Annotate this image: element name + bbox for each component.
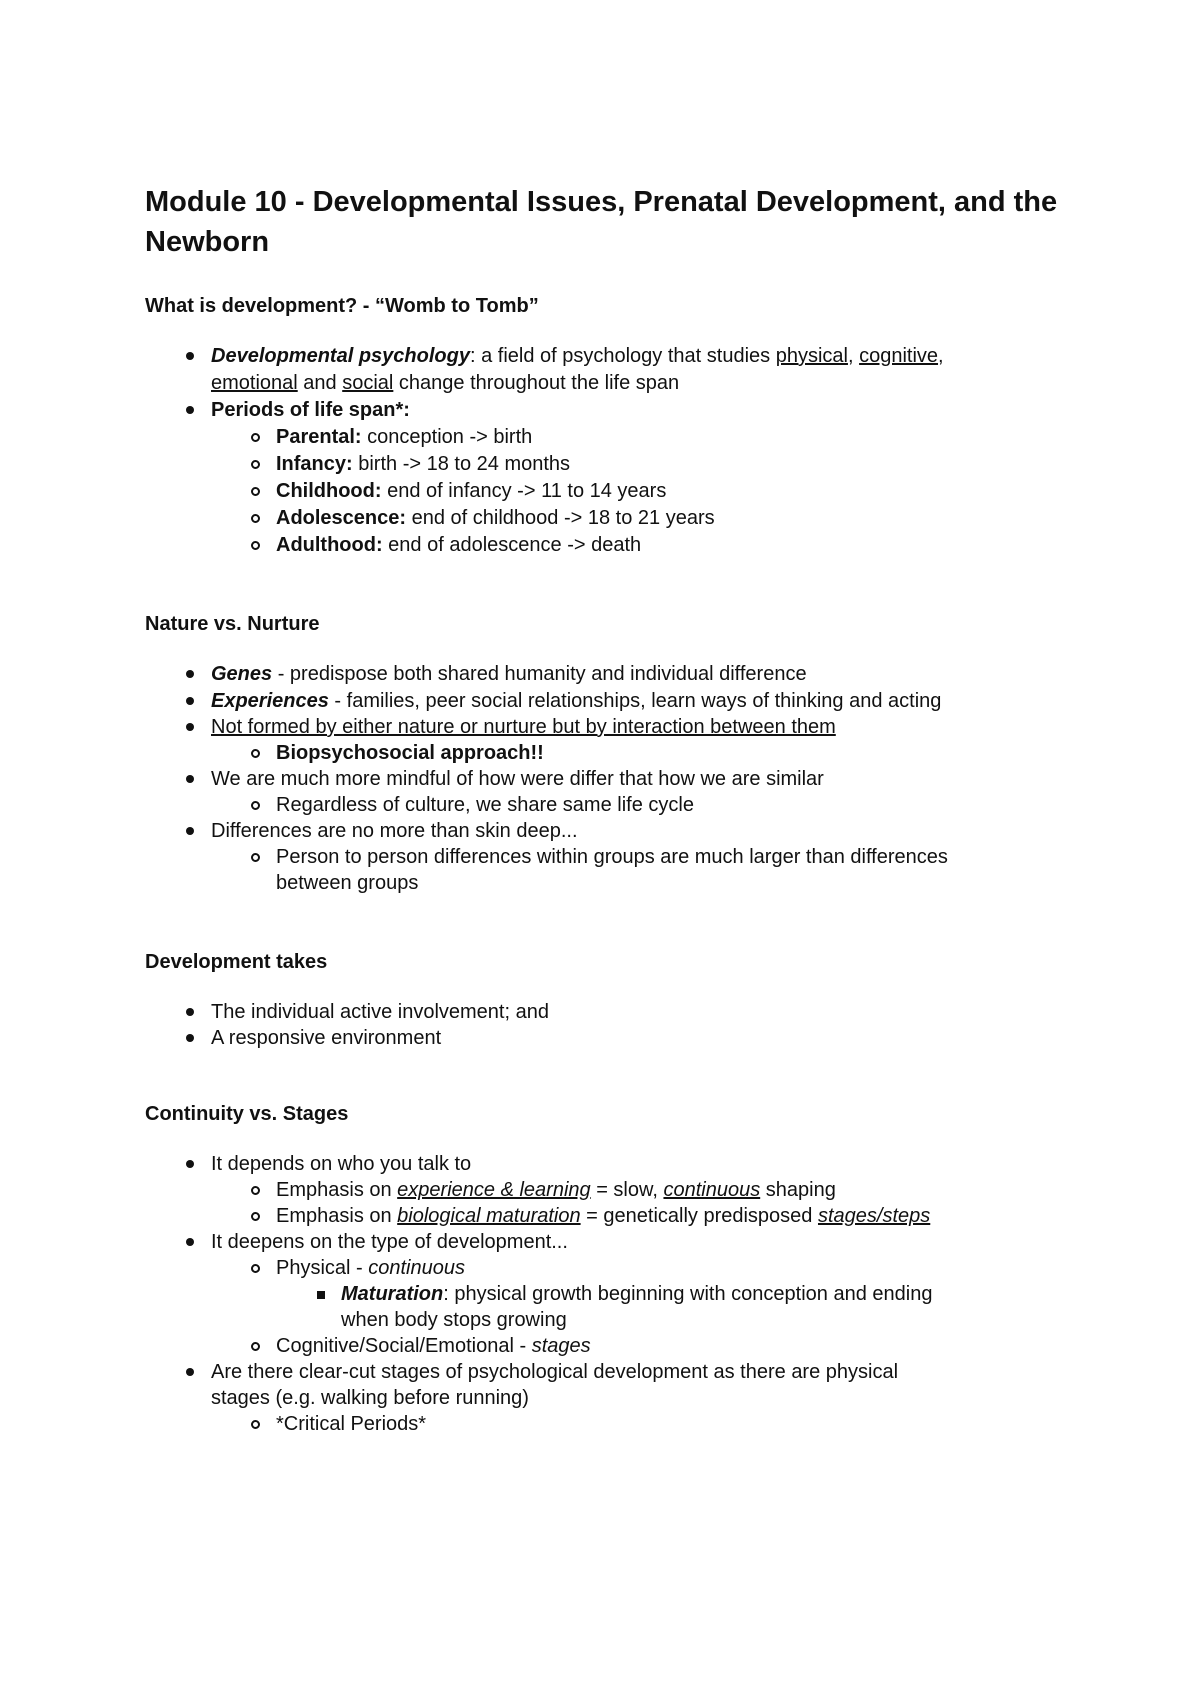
hollow-bullet-icon [251,1342,260,1351]
period-item: Parental: conception -> birth [276,426,533,448]
hollow-bullet-icon [251,1186,260,1195]
bullet-icon [186,775,194,783]
list-item-clear-cut-cont: stages (e.g. walking before running) [211,1387,529,1409]
hollow-bullet-icon [251,1420,260,1429]
list-item-within-groups: Person to person differences within groups are much larger than differences [276,846,948,868]
bullet-icon [186,670,194,678]
bullet-icon [186,1034,194,1042]
list-item-emphasis-biological: Emphasis on biological maturation = genetically predisposed stages/steps [276,1205,931,1227]
hollow-bullet-icon [251,514,260,523]
section-heading-nature-nurture: Nature vs. Nurture [145,613,320,635]
period-item: Adolescence: end of childhood -> 18 to 21 years [276,507,715,529]
list-item-mindful: We are much more mindful of how were differ that how we are similar [211,768,824,790]
bullet-icon [186,697,194,705]
bullet-icon [186,827,194,835]
list-item-periods: Periods of life span*: [211,399,410,421]
list-item-maturation: Maturation: physical growth beginning with conception and ending [341,1283,933,1305]
list-item-genes: Genes - predispose both shared humanity and individual difference [211,663,807,685]
list-item-biopsychosocial: Biopsychosocial approach!! [276,742,544,764]
list-item-emphasis-experience: Emphasis on experience & learning = slow, continuous shaping [276,1179,836,1201]
list-item-type: It deepens on the type of development... [211,1231,568,1253]
list-item-skin-deep: Differences are no more than skin deep... [211,820,578,842]
period-item: Adulthood: end of adolescence -> death [276,534,642,556]
bullet-icon [186,352,194,360]
list-item-developmental-psychology: Developmental psychology: a field of psychology that studies physical, cognitive, [211,345,944,367]
bullet-icon [186,1368,194,1376]
page-title: Module 10 - Developmental Issues, Prenatal Development, and the Newborn [145,186,1058,258]
bullet-icon [186,723,194,731]
section-heading-development: What is development? - “Womb to Tomb” [145,295,539,317]
list-item: A responsive environment [211,1027,442,1049]
list-item: The individual active involvement; and [211,1001,549,1023]
hollow-bullet-icon [251,853,260,862]
hollow-bullet-icon [251,1212,260,1221]
list-item-depends: It depends on who you talk to [211,1153,472,1175]
hollow-bullet-icon [251,433,260,442]
list-item-critical-periods: *Critical Periods* [276,1413,427,1435]
bullet-icon [186,406,194,414]
list-item-interaction: Not formed by either nature or nurture but by interaction between them [211,716,836,738]
square-bullet-icon [317,1291,325,1299]
hollow-bullet-icon [251,1264,260,1273]
hollow-bullet-icon [251,801,260,810]
section-heading-continuity-stages: Continuity vs. Stages [145,1103,349,1125]
section-heading-development-takes: Development takes [145,951,328,973]
list-item-within-groups-cont: between groups [276,872,419,894]
hollow-bullet-icon [251,541,260,550]
list-item-clear-cut: Are there clear-cut stages of psychological development as there are physical [211,1361,899,1383]
period-item: Childhood: end of infancy -> 11 to 14 years [276,480,667,502]
list-item-culture: Regardless of culture, we share same life cycle [276,794,694,816]
bullet-icon [186,1238,194,1246]
period-item: Infancy: birth -> 18 to 24 months [276,453,571,475]
list-item-cognitive: Cognitive/Social/Emotional - stages [276,1335,591,1357]
list-item-experiences: Experiences - families, peer social relationships, learn ways of thinking and acting [211,690,942,712]
hollow-bullet-icon [251,749,260,758]
bullet-icon [186,1160,194,1168]
list-item-physical: Physical - continuous [276,1257,465,1279]
list-item-maturation-cont: when body stops growing [341,1309,567,1331]
bullet-icon [186,1008,194,1016]
list-item-continuation: emotional and social change throughout the life span [211,372,680,394]
hollow-bullet-icon [251,487,260,496]
hollow-bullet-icon [251,460,260,469]
